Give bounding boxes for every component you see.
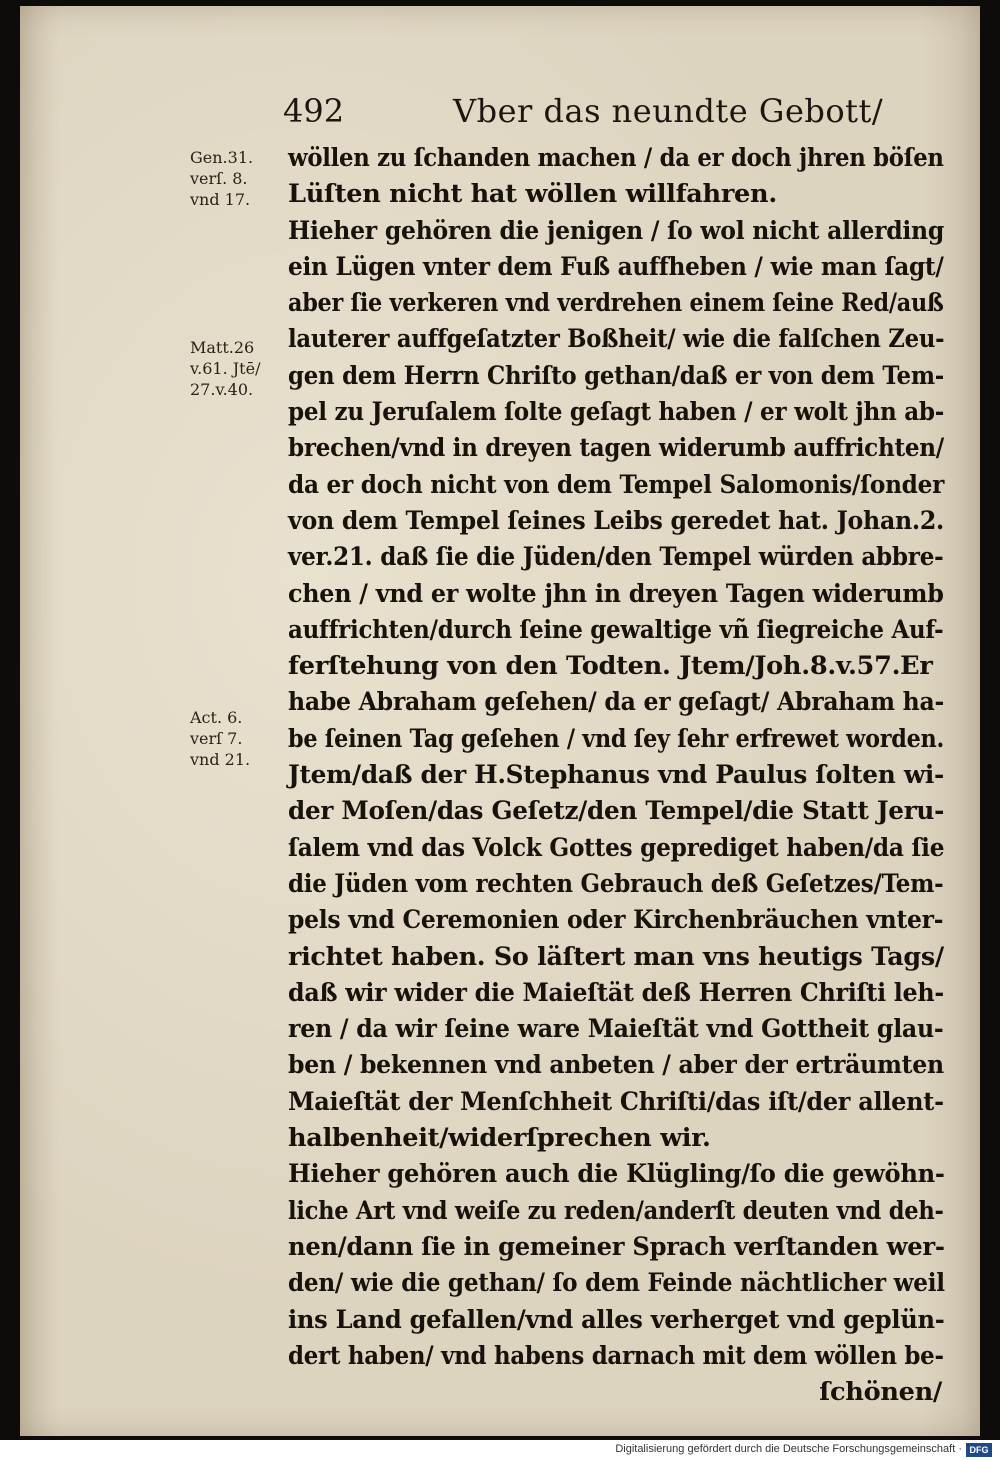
text-line: habe Abraham geſehen/ da er geſagt/ Abraham ha- — [288, 687, 945, 718]
text-line: Lüſten nicht hat wöllen willfahren. — [288, 179, 777, 210]
text-line: den/ wie die gethan/ ſo dem Feinde nächtlicher weil — [288, 1268, 945, 1299]
text-line: ſalem vnd das Volck Gottes geprediget haben/da ſie — [288, 832, 945, 863]
text-line: gen dem Herrn Chriſto gethan/daß er von dem Tem- — [288, 360, 945, 391]
marginal-note-line: vnd 21. — [190, 750, 251, 769]
marginal-note-line: 27.v.40. — [190, 380, 254, 399]
text-line: Hieher gehören die jenigen / ſo wol nicht allerding — [288, 215, 945, 246]
text-line: brechen/vnd in dreyen tagen widerumb auffrichten/ — [288, 433, 944, 464]
text-line: da er doch nicht von dem Tempel Salomonis/ſonder — [288, 469, 945, 500]
text-line: ver.21. daß ſie die Jüden/den Tempel würden abbre- — [288, 542, 944, 573]
text-line: dert haben/ vnd habens darnach mit dem wöllen be- — [288, 1340, 944, 1371]
running-title: Vber das neundte Gebott/ — [453, 92, 884, 130]
text-line: Hieher gehören auch die Klügling/ſo die gewöhn- — [288, 1159, 945, 1190]
marginal-note-act — [190, 708, 282, 771]
text-line: auffrichten/durch ſeine gewaltige vñ ſiegreiche Auf- — [288, 614, 944, 645]
text-line: die Jüden vom rechten Gebrauch deß Geſetzes/Tem- — [288, 868, 944, 899]
body-text — [288, 140, 944, 1410]
text-line: aber ſie verkeren vnd verdrehen einem ſeine Red/auß — [288, 288, 944, 319]
marginal-note-line: v.61. Jtē/ — [190, 359, 261, 378]
footer-bar — [0, 1440, 1000, 1461]
text-line: pels vnd Ceremonien oder Kirchenbräuchen vnter- — [288, 905, 944, 936]
dfg-logo-icon: DFG — [966, 1443, 992, 1457]
text-line: halbenheit/widerſprechen wir. — [288, 1123, 711, 1154]
text-line: nen/dann ſie in gemeiner Sprach verſtanden wer- — [288, 1231, 945, 1262]
text-line: von dem Tempel ſeines Leibs geredet hat. Johan.2. — [288, 505, 945, 536]
text-line: richtet haben. So läſtert man vns heutigs Tags/ — [288, 941, 944, 972]
marginal-note-line: Gen.31. — [190, 148, 254, 167]
marginal-note-line: verſ. 8. — [190, 169, 248, 188]
text-line: be ſeinen Tag geſehen / vnd ſey ſehr erfrewet worden. — [288, 723, 944, 754]
marginal-note-gen — [190, 148, 282, 211]
digitization-credit: Digitalisierung gefördert durch die Deutsche Forschungsgemeinschaft · — [615, 1443, 962, 1455]
text-line: liche Art vnd weiſe zu reden/anderſt deuten vnd deh- — [288, 1195, 944, 1226]
text-line: ben / bekennen vnd anbeten / aber der erträumten — [288, 1050, 944, 1081]
text-line: wöllen zu ſchanden machen / da er doch jhren böſen — [288, 143, 944, 173]
text-line: pel zu Jeruſalem ſolte geſagt haben / er wolt jhn ab- — [288, 397, 945, 428]
text-line: chen / vnd er wolte jhn in dreyen Tagen widerumb — [288, 578, 944, 609]
text-line: daß wir wider die Maieſtät deß Herren Chriſti leh- — [288, 977, 944, 1008]
page-header — [283, 92, 983, 136]
marginal-note-matt — [190, 338, 282, 401]
text-line: ren / da wir ſeine ware Maieſtät vnd Gottheit glau- — [288, 1014, 944, 1045]
marginal-note-line: verſ 7. — [190, 729, 243, 748]
marginal-note-line: vnd 17. — [190, 190, 251, 209]
text-line: ins Land gefallen/vnd alles verherget vnd geplün- — [288, 1304, 945, 1335]
page-number: 492 — [283, 92, 345, 130]
text-line: ein Lügen vnter dem Fuß auffheben / wie man ſagt/ — [288, 251, 944, 282]
catchword-line: ſchönen/ — [819, 1377, 942, 1408]
text-line: lauterer auffgeſatzter Boßheit/ wie die falſchen Zeu- — [288, 324, 945, 355]
marginal-note-line: Matt.26 — [190, 338, 255, 357]
text-line: der Moſen/das Geſetz/den Tempel/die Statt Jeru- — [288, 796, 945, 827]
marginal-note-line: Act. 6. — [190, 708, 243, 727]
text-line: Maieſtät der Menſchheit Chriſti/das iſt/der allent- — [288, 1086, 944, 1117]
text-line: ferſtehung von den Todten. Jtem/Joh.8.v.57.Er — [288, 651, 933, 682]
text-line: Jtem/daß der H.Stephanus vnd Paulus ſolten wi- — [288, 760, 945, 791]
